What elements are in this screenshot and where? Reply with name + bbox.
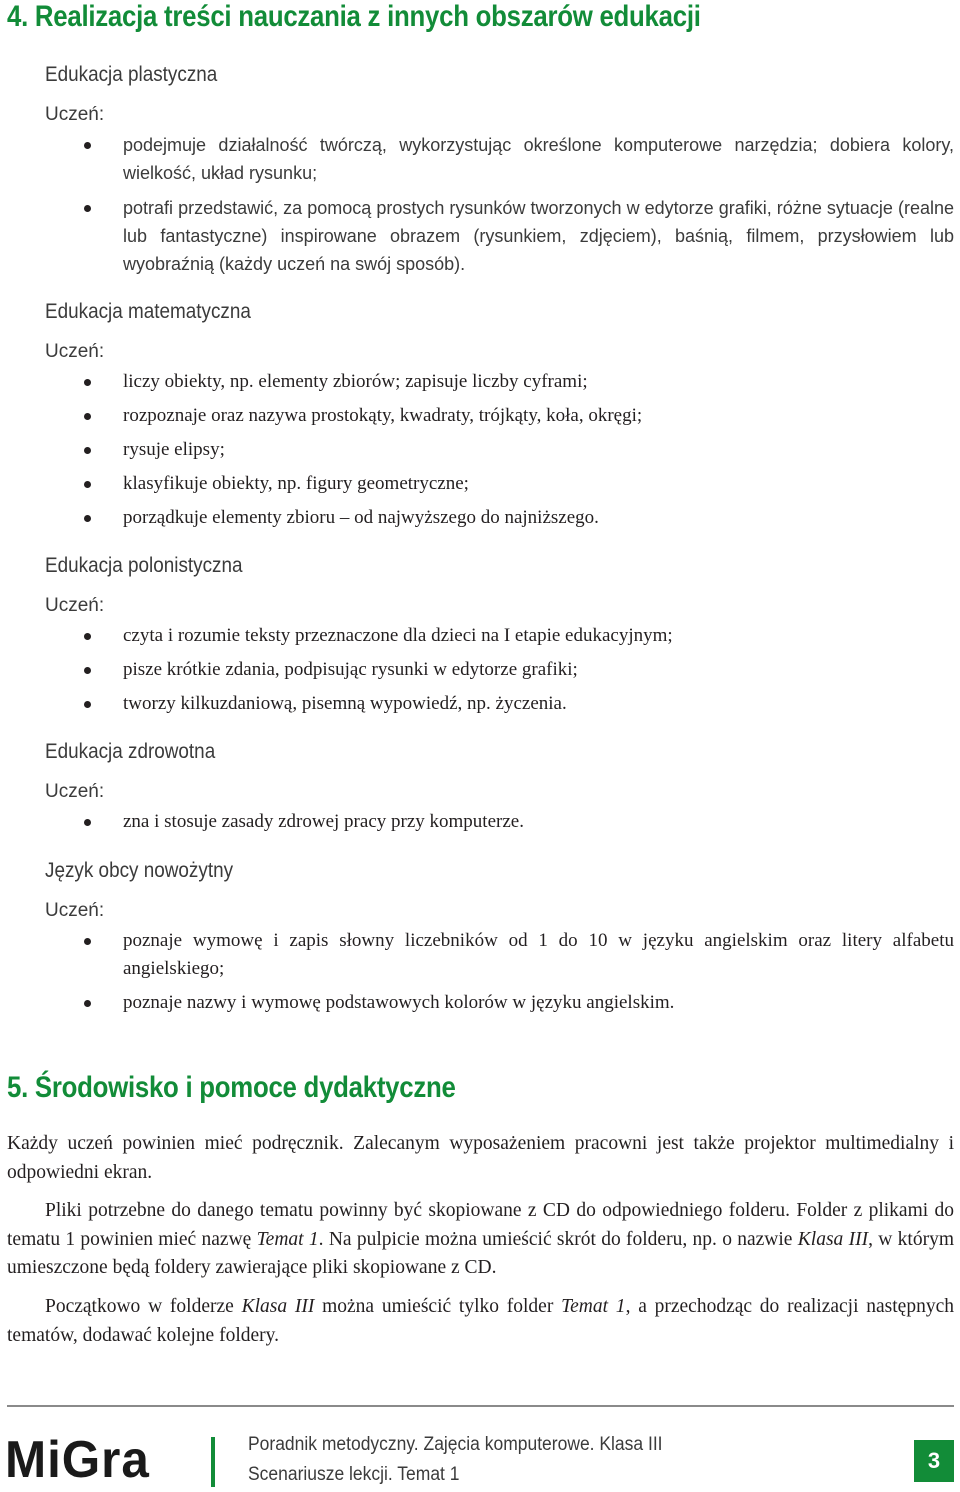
section-4-title: 4. Realizacja treści nauczania z innych obszarów edukacji — [7, 0, 701, 33]
list-item: potrafi przedstawić, za pomocą prostych rysunków tworzonych w edytorze grafiki, różne sytuacje (realne lub fantastyczne) inspirowane obrazem (rysunkiem, zdjęciem), baśnią, filmem, przysłowiem lub wyobraźnią (każdy uczeń na swój sposób). — [123, 194, 954, 278]
list-item: podejmuje działalność twórczą, wykorzystując określone komputerowe narzędzia; dobiera kolory, wielkość, układ rysunku; — [123, 131, 954, 187]
list-item: czyta i rozumie teksty przeznaczone dla dzieci na I etapie edukacyjnym; — [123, 622, 954, 650]
list-item: tworzy kilkuzdaniową, pisemną wypowiedź, np. życzenia. — [123, 690, 954, 718]
uczen-label: Uczeń: — [45, 341, 105, 362]
paragraph: Każdy uczeń powinien mieć podręcznik. Zalecanym wyposażeniem pracowni jest także projektor multimedialny i odpowiedni ekran. — [7, 1133, 954, 1183]
list-item: klasyfikuje obiekty, np. figury geometryczne; — [123, 470, 954, 498]
heading-zdrowotna: Edukacja zdrowotna — [45, 740, 216, 763]
folder-name: Temat 1 — [561, 1296, 626, 1317]
page-number: 3 — [914, 1440, 954, 1482]
text-run: można umieścić tylko folder — [314, 1296, 562, 1317]
list-item: poznaje wymowę i zapis słowny liczebników od 1 do 10 w języku angielskim oraz litery alfabetu angielskiego; — [123, 927, 954, 983]
footer-separator — [211, 1437, 215, 1487]
paragraph — [7, 1197, 954, 1283]
footer-title: Poradnik metodyczny. Zajęcia komputerowe. Klasa III — [248, 1434, 663, 1455]
footer-subtitle: Scenariusze lekcji. Temat 1 — [248, 1464, 460, 1485]
heading-jezyk-obcy: Język obcy nowożytny — [45, 859, 234, 882]
uczen-label: Uczeń: — [45, 900, 105, 921]
text-run: Pliki potrzebne do danego tematu powinny być skopiowane z CD do odpowiedniego folderu. Folder z plikami do tematu 1 powinien mieć nazwę — [7, 1200, 954, 1250]
list-item: zna i stosuje zasady zdrowej pracy przy komputerze. — [123, 808, 954, 836]
folder-name: Klasa III — [797, 1228, 869, 1250]
list-item: rysuje elipsy; — [123, 436, 954, 464]
uczen-label: Uczeń: — [45, 595, 105, 616]
paragraph — [7, 1293, 954, 1350]
list-item: pisze krótkie zdania, podpisując rysunki w edytorze grafiki; — [123, 656, 954, 684]
text-run: , a przechodząc do realizacji następnych tematów, dodawać kolejne foldery. — [7, 1296, 954, 1346]
heading-matematyczna: Edukacja matematyczna — [45, 300, 251, 323]
text-run: , w którym umieszczone będą foldery zawierające pliki skopiowane z CD. — [7, 1228, 954, 1278]
folder-name: Temat 1 — [256, 1228, 319, 1250]
text-run: Początkowo w folderze — [45, 1296, 242, 1317]
list-item: porządkuje elementy zbioru – od najwyższego do najniższego. — [123, 504, 954, 532]
uczen-label: Uczeń: — [45, 104, 105, 125]
list-item: liczy obiekty, np. elementy zbiorów; zapisuje liczby cyframi; — [123, 368, 954, 396]
footer-divider — [7, 1405, 954, 1407]
folder-name: Klasa III — [241, 1296, 315, 1317]
heading-polonistyczna: Edukacja polonistyczna — [45, 554, 243, 577]
list-item: rozpoznaje oraz nazywa prostokąty, kwadraty, trójkąty, koła, okręgi; — [123, 402, 954, 430]
section-5-title: 5. Środowisko i pomoce dydaktyczne — [7, 1071, 456, 1104]
text-run: . Na pulpicie można umieścić skrót do folderu, np. o nazwie — [318, 1228, 798, 1250]
list-item: poznaje nazwy i wymowę podstawowych kolorów w języku angielskim. — [123, 989, 954, 1017]
heading-plastyczna: Edukacja plastyczna — [45, 63, 218, 86]
uczen-label: Uczeń: — [45, 781, 105, 802]
migra-logo: MiGra — [5, 1431, 150, 1489]
